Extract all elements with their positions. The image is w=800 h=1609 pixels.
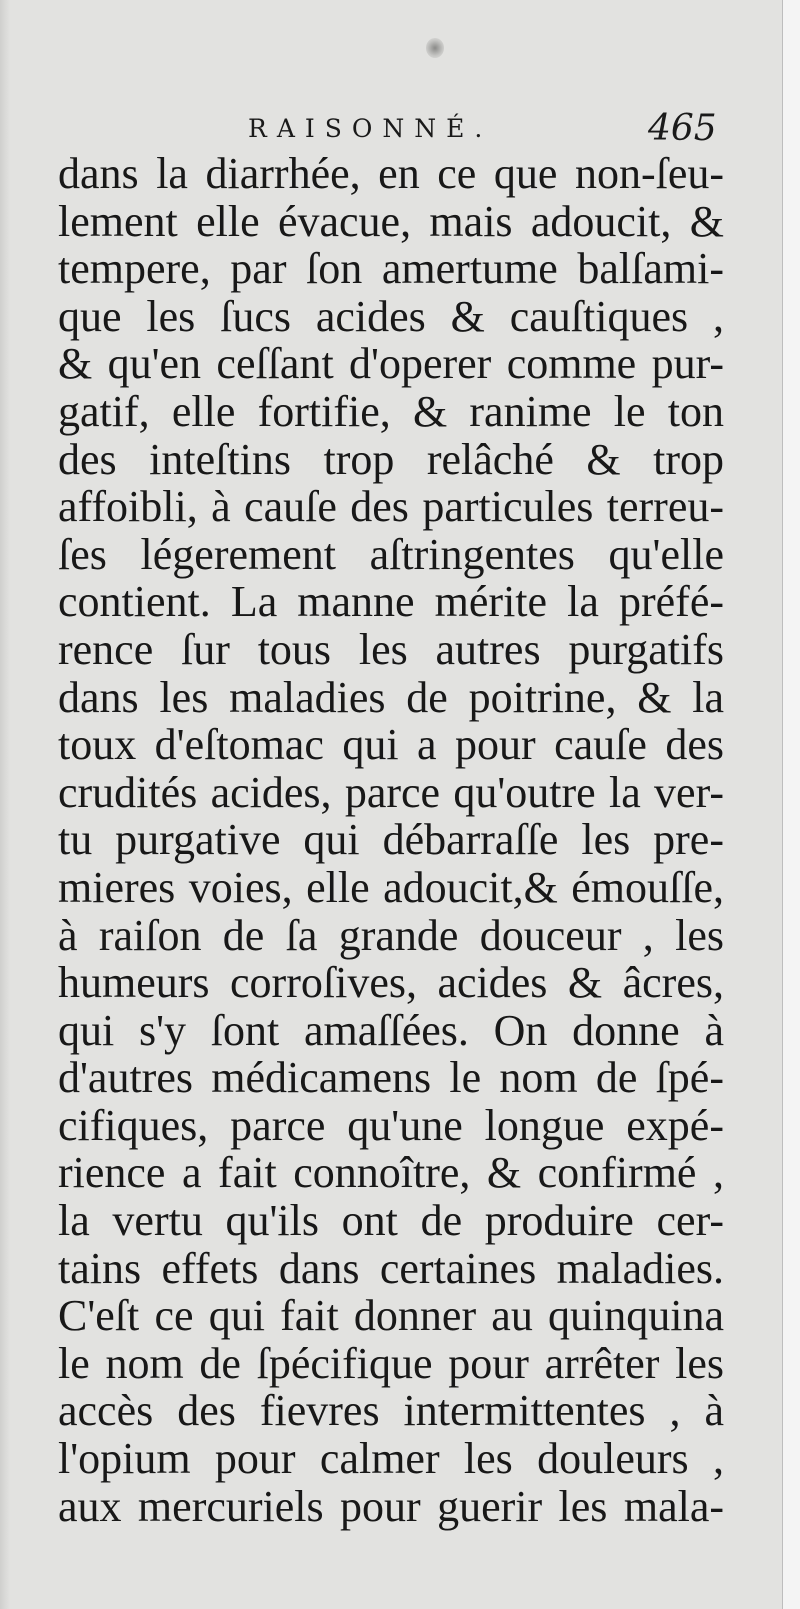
text-line: dans les maladies de poitrine, & la [58,672,724,722]
text-line: rence ſur tous les autres purgatifs [58,624,724,674]
text-line: tempere, par ſon amertume balſami- [58,244,724,294]
text-line: que les ſucs acides & cauſtiques , [58,291,724,341]
text-line: humeurs corroſives, acides & âcres, [58,958,724,1008]
text-line: crudités acides, parce qu'outre la ver- [58,767,724,817]
text-line: C'eſt ce qui fait donner au quinquina [58,1291,724,1341]
text-line: aux mercuriels pour guerir les mala- [58,1481,724,1531]
text-line: accès des fievres intermittentes , à [58,1386,724,1436]
running-head: RAISONNÉ. [248,114,493,143]
text-line: rience a fait connoître, & confirmé , [58,1148,724,1198]
page-right-edge [782,0,800,1609]
text-line: lement elle évacue, mais adoucit, & [58,196,724,246]
text-line: le nom de ſpécifique pour arrêter les [58,1338,724,1388]
text-line: des inteſtins trop relâché & trop [58,434,724,484]
text-line: à raiſon de ſa grande douceur , les [58,910,724,960]
text-line: gatif, elle fortifie, & ranime le ton [58,386,724,436]
text-line: affoibli, à cauſe des particules terreu- [58,482,724,532]
text-line: d'autres médicamens le nom de ſpé- [58,1053,724,1103]
text-line: dans la diarrhée, en ce que non-ſeu- [58,149,724,198]
text-line: tu purgative qui débarraſſe les pre- [58,815,724,865]
text-line: la vertu qu'ils ont de produire cer- [58,1196,724,1246]
page-left-edge [0,0,10,1609]
text-line: toux d'eſtomac qui a pour cauſe des [58,720,724,770]
page-number: 465 [648,108,717,149]
text-line: tains effets dans certaines maladies. [58,1243,724,1293]
body-text [58,150,724,1530]
text-line: ſes légerement aſtringentes qu'elle [58,529,724,579]
text-line: mieres voies, elle adoucit,& émouſſe, [58,862,724,912]
text-line: l'opium pour calmer les douleurs , [58,1434,724,1484]
text-line: contient. La manne mérite la préfé- [58,577,724,627]
text-line: & qu'en ceſſant d'operer comme pur- [58,339,724,389]
text-line: qui s'y ſont amaſſées. On donne à [58,1005,724,1055]
text-line: cifiques, parce qu'une longue expé- [58,1100,724,1150]
ink-smudge [426,38,444,58]
